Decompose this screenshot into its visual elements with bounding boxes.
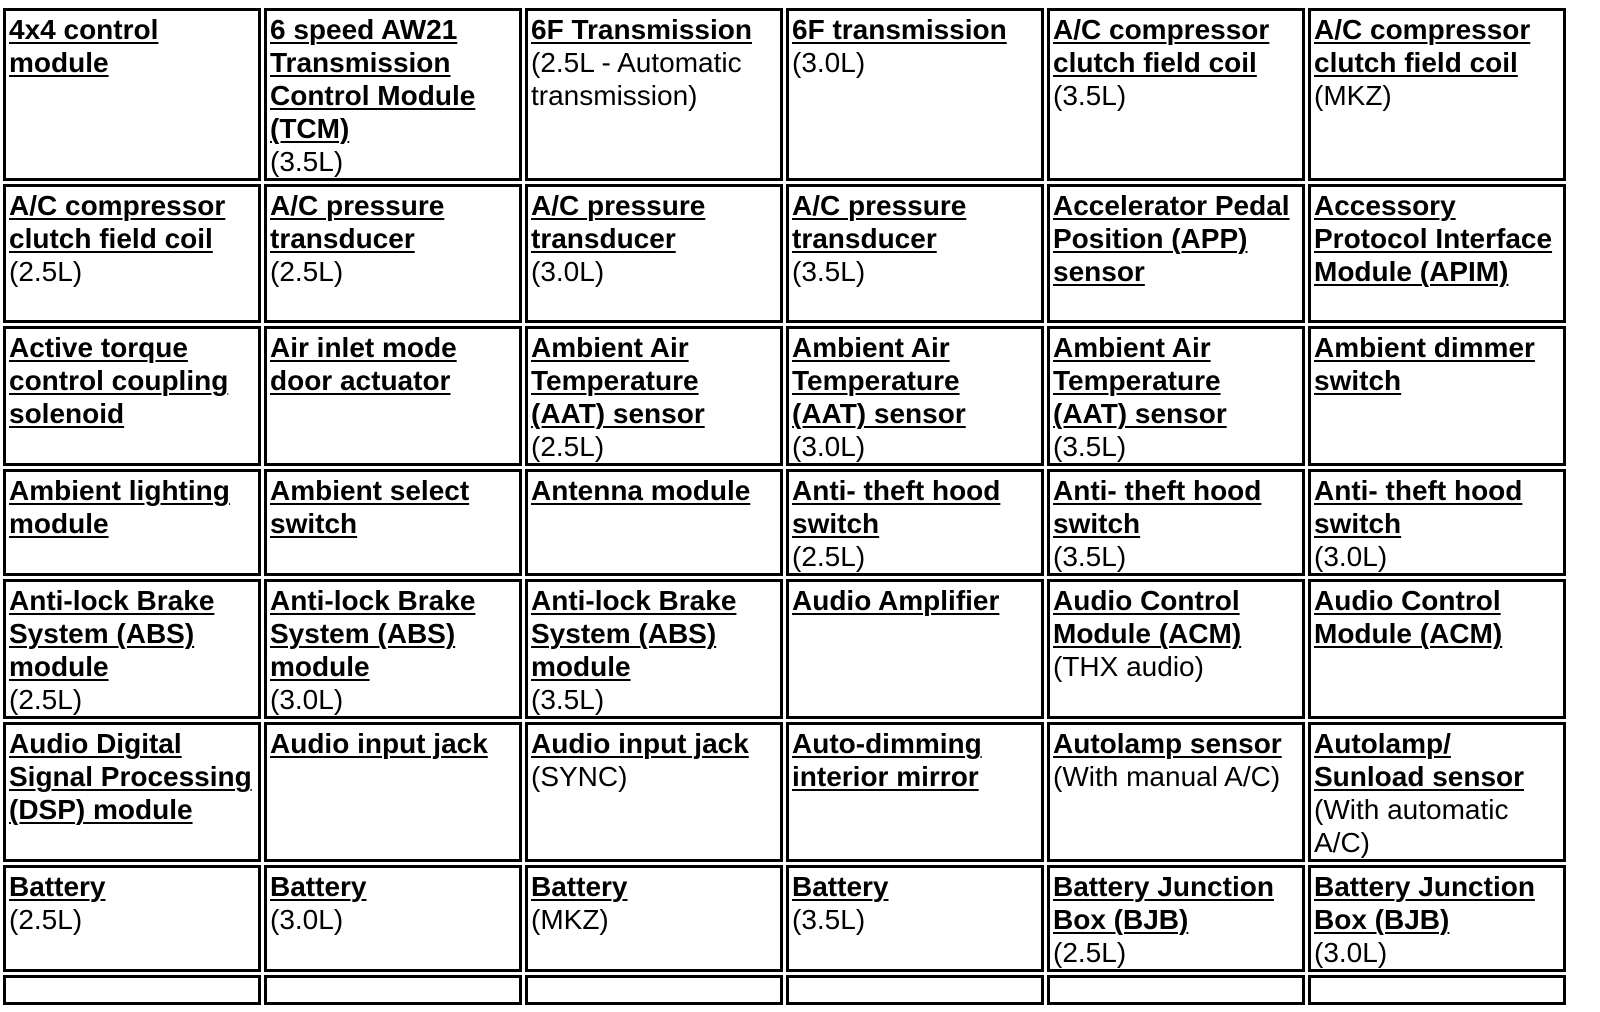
component-cell: [786, 722, 1044, 862]
component-link[interactable]: Audio input jack: [531, 728, 749, 759]
component-note: (3.0L): [1314, 937, 1388, 968]
component-cell: [786, 184, 1044, 323]
component-link[interactable]: Ambient select switch: [270, 475, 470, 539]
component-cell: [1308, 326, 1566, 466]
component-link[interactable]: Battery Junction Box (BJB): [1053, 871, 1274, 935]
component-cell: [264, 184, 522, 323]
component-cell: [1308, 865, 1566, 972]
component-link[interactable]: Audio Amplifier: [792, 585, 1000, 616]
component-cell: [786, 469, 1044, 576]
component-link[interactable]: A/C compressor clutch field coil: [1053, 14, 1270, 78]
component-table-body: [3, 8, 1566, 1005]
component-link[interactable]: 6 speed AW21 Transmission Control Module (TCM): [270, 14, 476, 144]
table-row: [3, 579, 1566, 719]
component-cell: [525, 579, 783, 719]
component-note: (3.5L): [531, 684, 605, 715]
component-cell: [525, 469, 783, 576]
component-cell: [525, 975, 783, 1005]
component-note: (With automatic A/C): [1314, 794, 1509, 858]
component-link[interactable]: Ambient Air Temperature (AAT) sensor: [792, 332, 966, 429]
component-cell: [525, 8, 783, 181]
component-link[interactable]: Anti- theft hood switch: [1053, 475, 1262, 539]
component-link[interactable]: Audio Control Module (ACM): [1053, 585, 1242, 649]
component-cell: [1047, 8, 1305, 181]
component-link[interactable]: Accessory Protocol Interface Module (APIM): [1314, 190, 1553, 287]
component-link[interactable]: Active torque control coupling solenoid: [9, 332, 229, 429]
component-note: (2.5L): [531, 431, 605, 462]
component-note: (2.5L): [270, 256, 344, 287]
component-cell: [525, 326, 783, 466]
component-link[interactable]: Autolamp sensor: [1053, 728, 1282, 759]
component-location-table: [0, 5, 1569, 1008]
component-cell: [1308, 579, 1566, 719]
table-row: [3, 975, 1566, 1005]
component-note: (3.0L): [270, 684, 344, 715]
component-cell: [3, 579, 261, 719]
component-note: (2.5L): [1053, 937, 1127, 968]
component-cell: [1047, 579, 1305, 719]
component-cell: [525, 722, 783, 862]
component-link[interactable]: Ambient lighting module: [9, 475, 230, 539]
component-link[interactable]: Autolamp/ Sunload sensor: [1314, 728, 1525, 792]
component-note: (3.5L): [1053, 80, 1127, 111]
component-link[interactable]: Battery: [792, 871, 889, 902]
component-cell: [3, 722, 261, 862]
component-cell: [264, 865, 522, 972]
component-cell: [1047, 469, 1305, 576]
component-cell: [1047, 975, 1305, 1005]
component-note: (MKZ): [531, 904, 609, 935]
component-link[interactable]: Battery: [9, 871, 106, 902]
component-cell: [1047, 326, 1305, 466]
component-cell: [3, 975, 261, 1005]
component-cell: [786, 8, 1044, 181]
component-cell: [1308, 184, 1566, 323]
component-note: (2.5L): [792, 541, 866, 572]
component-link[interactable]: Battery: [531, 871, 628, 902]
component-link[interactable]: Anti-lock Brake System (ABS) module: [531, 585, 737, 682]
component-link[interactable]: Ambient Air Temperature (AAT) sensor: [531, 332, 705, 429]
component-link[interactable]: Anti- theft hood switch: [792, 475, 1001, 539]
component-note: (3.5L): [1053, 541, 1127, 572]
component-link[interactable]: 6F Transmission: [531, 14, 752, 45]
component-cell: [3, 865, 261, 972]
component-cell: [3, 469, 261, 576]
component-cell: [264, 326, 522, 466]
component-cell: [786, 326, 1044, 466]
component-note: (2.5L): [9, 904, 83, 935]
component-link[interactable]: Anti-lock Brake System (ABS) module: [270, 585, 476, 682]
component-note: (3.0L): [270, 904, 344, 935]
component-note: (3.5L): [792, 256, 866, 287]
component-link[interactable]: A/C pressure transducer: [531, 190, 706, 254]
component-cell: [264, 722, 522, 862]
component-cell: [1308, 722, 1566, 862]
component-cell: [786, 975, 1044, 1005]
component-link[interactable]: Accelerator Pedal Position (APP) sensor: [1053, 190, 1290, 287]
component-link[interactable]: Battery Junction Box (BJB): [1314, 871, 1535, 935]
component-note: (3.5L): [792, 904, 866, 935]
component-cell: [1308, 8, 1566, 181]
table-row: [3, 722, 1566, 862]
table-row: [3, 865, 1566, 972]
component-note: (SYNC): [531, 761, 628, 792]
component-link[interactable]: 6F transmission: [792, 14, 1007, 45]
component-cell: [525, 865, 783, 972]
component-note: (3.0L): [792, 47, 866, 78]
component-link[interactable]: 4x4 control module: [9, 14, 159, 78]
component-cell: [264, 8, 522, 181]
component-cell: [786, 579, 1044, 719]
component-link[interactable]: Audio input jack: [270, 728, 488, 759]
component-cell: [3, 326, 261, 466]
component-link[interactable]: Auto-dimming interior mirror: [792, 728, 982, 792]
table-row: [3, 469, 1566, 576]
component-cell: [1308, 469, 1566, 576]
component-link[interactable]: Audio Control Module (ACM): [1314, 585, 1503, 649]
component-cell: [1308, 975, 1566, 1005]
component-link[interactable]: Anti-lock Brake System (ABS) module: [9, 585, 215, 682]
component-note: (3.5L): [270, 146, 344, 177]
table-row: [3, 326, 1566, 466]
table-row: [3, 8, 1566, 181]
component-note: (3.0L): [792, 431, 866, 462]
component-cell: [786, 865, 1044, 972]
component-note: (2.5L): [9, 684, 83, 715]
component-link[interactable]: A/C compressor clutch field coil: [1314, 14, 1531, 78]
component-cell: [1047, 184, 1305, 323]
component-link[interactable]: A/C pressure transducer: [270, 190, 445, 254]
component-cell: [264, 975, 522, 1005]
component-note: (THX audio): [1053, 651, 1204, 682]
component-note: (3.5L): [1053, 431, 1127, 462]
component-cell: [1047, 865, 1305, 972]
component-link[interactable]: Antenna module: [531, 475, 751, 506]
component-link[interactable]: Ambient Air Temperature (AAT) sensor: [1053, 332, 1227, 429]
component-cell: [1047, 722, 1305, 862]
component-cell: [525, 184, 783, 323]
component-link[interactable]: Ambient dimmer switch: [1314, 332, 1535, 396]
component-link[interactable]: Anti- theft hood switch: [1314, 475, 1523, 539]
component-note: (3.0L): [1314, 541, 1388, 572]
component-note: (2.5L): [9, 256, 83, 287]
component-link[interactable]: A/C compressor clutch field coil: [9, 190, 226, 254]
component-note: (MKZ): [1314, 80, 1392, 111]
component-link[interactable]: Air inlet mode door actuator: [270, 332, 457, 396]
component-cell: [264, 579, 522, 719]
component-cell: [3, 8, 261, 181]
component-note: (3.0L): [531, 256, 605, 287]
component-link[interactable]: A/C pressure transducer: [792, 190, 967, 254]
component-note: (With manual A/C): [1053, 761, 1281, 792]
component-link[interactable]: Audio Digital Signal Processing (DSP) module: [9, 728, 252, 825]
table-row: [3, 184, 1566, 323]
component-link[interactable]: Battery: [270, 871, 367, 902]
component-cell: [264, 469, 522, 576]
component-note: (2.5L - Automatic transmission): [531, 47, 742, 111]
component-cell: [3, 184, 261, 323]
